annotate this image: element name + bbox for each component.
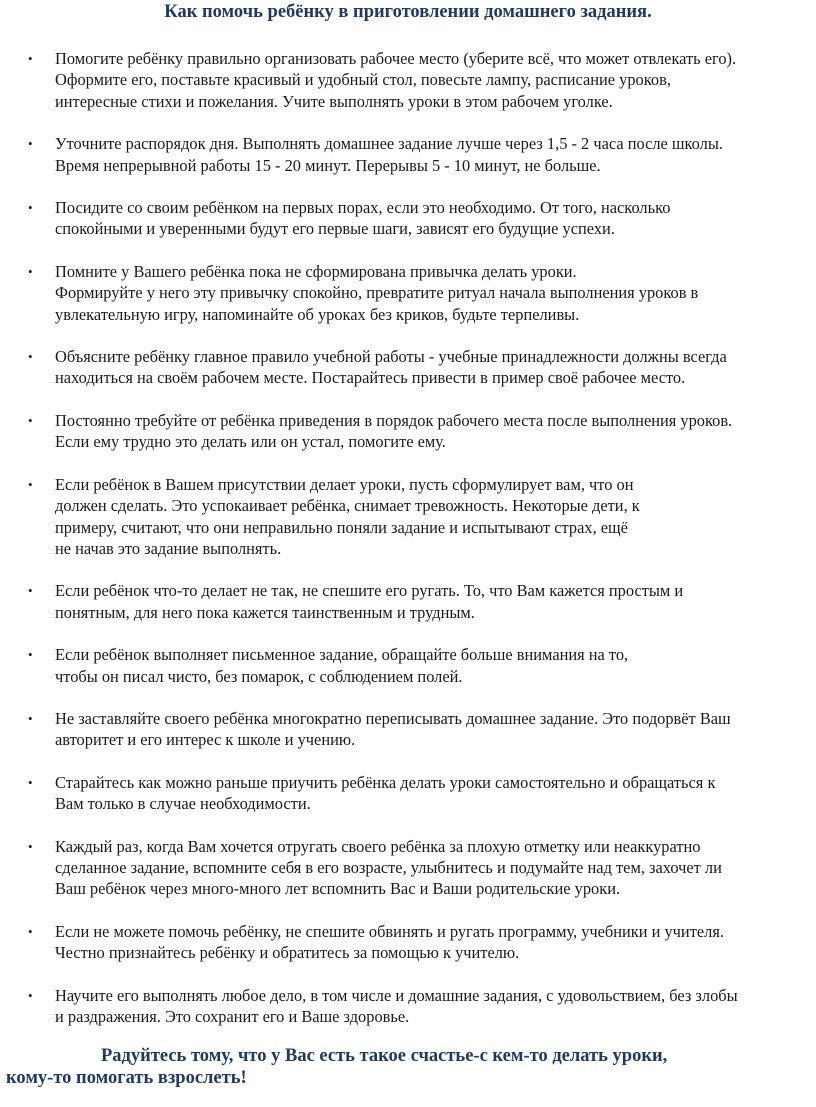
tip-text-line: интересные стихи и пожелания. Учите выполнять уроки в этом рабочем уголке.	[55, 91, 613, 111]
tip-text-line: Каждый раз, когда Вам хочется отругать своего ребёнка за плохую отметку или неаккуратно	[55, 836, 701, 856]
bullet-icon: •	[28, 200, 33, 216]
tip-text-line: Если ребёнок выполняет письменное задание, обращайте больше внимания на то,	[55, 645, 629, 665]
bullet-icon: •	[28, 136, 33, 152]
tip-text-line: Оформите его, поставьте красивый и удобный стол, повесьте лампу, расписание уроков,	[55, 70, 671, 90]
tip-text-line: Постоянно требуйте от ребёнка приведения в порядок рабочего места после выполнения уроков.	[55, 410, 733, 430]
tip-text-line: Если ему трудно это делать или он устал, помогите ему.	[55, 432, 446, 452]
tip-text-line: примеру, считают, что они неправильно поняли задание и испытывают страх, ещё	[55, 517, 628, 537]
list-item	[0, 197, 816, 240]
tip-text-line: Если ребёнок в Вашем присутствии делает уроки, пусть сформулирует вам, что он	[55, 474, 634, 494]
bullet-icon: •	[28, 412, 33, 428]
list-item	[0, 708, 816, 751]
tip-text-line: сделанное задание, вспомните себя в его возрасте, улыбнитесь и подумайте над тем, захочет ли	[55, 857, 722, 877]
bullet-icon: •	[28, 349, 33, 365]
bullet-icon: •	[28, 647, 33, 663]
list-item	[0, 836, 816, 900]
tip-text-line: спокойными и уверенными будут его первые шаги, зависят его будущие успехи.	[55, 219, 615, 239]
tip-text-line: Объясните ребёнку главное правило учебной работы - учебные принадлежности должны всегда	[55, 347, 727, 367]
bullet-icon: •	[28, 987, 33, 1003]
bullet-icon: •	[28, 583, 33, 599]
tip-text-line: Не заставляйте своего ребёнка многократно переписывать домашнее задание. Это подорвёт Ваш	[55, 708, 731, 728]
tip-text-line: Честно признайтесь ребёнку и обратитесь за помощью к учителю.	[55, 943, 520, 963]
tip-text-line: находиться на своём рабочем месте. Постарайтесь привести в пример своё рабочее место.	[55, 368, 686, 388]
tip-text-line: увлекательную игру, напоминайте об уроках без криков, будьте терпеливы.	[55, 304, 580, 324]
closing-line-1: Радуйтесь тому, что у Вас есть такое счастье-с кем-то делать уроки,	[101, 1046, 668, 1066]
list-item	[0, 346, 816, 389]
bullet-icon: •	[28, 923, 33, 939]
tip-text-line: Помните у Вашего ребёнка пока не сформирована привычка делать уроки.	[55, 261, 577, 281]
closing-line-2: кому-то помогать взрослеть!	[6, 1068, 247, 1088]
tip-text-line: авторитет и его интерес к школе и учению.	[55, 730, 356, 750]
tip-text-line: Если не можете помочь ребёнку, не спешите обвинять и ругать программу, учебники и учителя.	[55, 921, 724, 941]
tip-text-line: должен сделать. Это успокаивает ребёнка, снимает тревожность. Некоторые дети, к	[55, 496, 640, 516]
tip-text-line: не начав это задание выполнять.	[55, 538, 282, 558]
list-item	[0, 644, 816, 687]
tip-text-line: Научите его выполнять любое дело, в том числе и домашние задания, с удовольствием, без злобы	[55, 985, 738, 1005]
list-item	[0, 410, 816, 453]
tip-text-line: Уточните распорядок дня. Выполнять домашнее задание лучше через 1,5 - 2 часа после школы.	[55, 134, 723, 154]
list-item	[0, 261, 816, 325]
tip-text-line: понятным, для него пока кажется таинственным и трудным.	[55, 602, 475, 622]
list-item	[0, 985, 816, 1028]
tip-text-line: Время непрерывной работы 15 - 20 минут. Перерывы 5 - 10 минут, не больше.	[55, 155, 601, 175]
closing-note	[0, 1045, 816, 1089]
tip-text-line: Если ребёнок что-то делает не так, не спешите его ругать. То, что Вам кажется простым и	[55, 581, 684, 601]
tip-text-line: Старайтесь как можно раньше приучить ребёнка делать уроки самостоятельно и обращаться к	[55, 772, 716, 792]
bullet-icon: •	[28, 774, 33, 790]
list-item	[0, 474, 816, 560]
tip-text-line: Посидите со своим ребёнком на первых порах, если это необходимо. От того, насколько	[55, 198, 671, 218]
bullet-icon: •	[28, 710, 33, 726]
list-item	[0, 580, 816, 623]
tips-list	[0, 48, 816, 1048]
list-item	[0, 772, 816, 815]
tip-text-line: Ваш ребёнок через много-много лет вспомнить Вас и Ваши родительские уроки.	[55, 879, 621, 899]
tip-text-line: Вам только в случае необходимости.	[55, 794, 311, 814]
bullet-icon: •	[28, 263, 33, 279]
list-item	[0, 48, 816, 112]
tip-text-line: Формируйте у него эту привычку спокойно, превратите ритуал начала выполнения уроков в	[55, 283, 699, 303]
tip-text-line: Помогите ребёнку правильно организовать рабочее место (уберите всё, что может отвлекать его).	[55, 49, 737, 68]
tip-text-line: и раздражения. Это сохранит его и Ваше здоровье.	[55, 1007, 410, 1026]
bullet-icon: •	[28, 51, 33, 66]
list-item	[0, 921, 816, 964]
list-item	[0, 133, 816, 176]
bullet-icon: •	[28, 838, 33, 854]
page-title: Как помочь ребёнку в приготовлении домашнего задания.	[164, 2, 652, 22]
tip-text-line: чтобы он писал чисто, без помарок, с соблюдением полей.	[55, 666, 463, 686]
bullet-icon: •	[28, 476, 33, 492]
